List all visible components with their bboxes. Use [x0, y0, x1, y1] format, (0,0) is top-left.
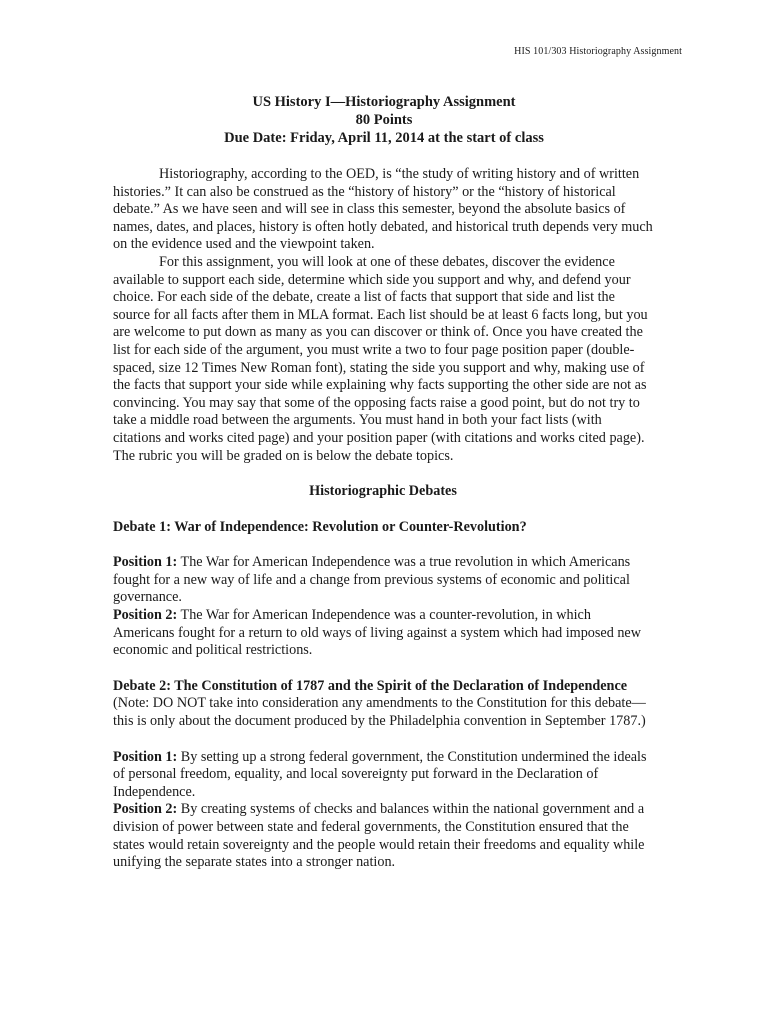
intro-paragraph-2: For this assignment, you will look at one of these debates, discover the evidence available to support each side, determine which side you support and why, and defend your choice. For each side of the debate, create a list of facts that support that side and list the source for all facts after them in MLA format. Each list should be at least 6 facts long, but you are welcome to put down as many as you can discover or think of. Once you have created the list for each side of the argument, you must write a two to four page position paper (double-spaced, size 12 Times New Roman font), stating the side you support and why, making use of the facts that support your side while explaining why facts supporting the other side are not as convincing. You may say that some of the opposing facts raise a good point, but do not try to take a middle road between the arguments. You must hand in both your fact lists (with citations and works cited page) and your position paper (with citations and works cited page). The rubric you will be graded on is below the debate topics. [113, 253, 648, 464]
debate-2-position-1 [113, 749, 653, 802]
position-label: Position 2: [113, 801, 178, 818]
position-text: The War for American Independence was a true revolution in which Americans fought for a new way of life and a change from previous systems of economic and political governance. [113, 554, 631, 606]
position-label: Position 1: [113, 748, 178, 765]
debate-1-position-1 [113, 554, 653, 607]
debate-2-note: (Note: DO NOT take into consideration any amendments to the Constitution for this debate—this is only about the document produced by the Philadelphia convention in September 1787.) [113, 695, 646, 730]
debate-2-heading: Debate 2: The Constitution of 1787 and the Spirit of the Declaration of Independence [113, 677, 628, 694]
position-label: Position 1: [113, 554, 178, 571]
points-line: 80 Points [355, 112, 413, 128]
due-date-line: Due Date: Friday, April 11, 2014 at the start of class [224, 130, 544, 146]
debates-heading: Historiographic Debates [309, 483, 457, 500]
position-text: The War for American Independence was a counter-revolution, in which Americans fought for a return to old ways of living against a system which had imposed new economic and political restrictions. [113, 607, 641, 659]
document-body [113, 166, 653, 872]
assignment-title: US History I—Historiography Assignment [252, 94, 516, 110]
debate-1-heading: Debate 1: War of Independence: Revolution or Counter-Revolution? [113, 518, 527, 535]
position-text: By creating systems of checks and balances within the national government and a division of power between state and federal governments, the Constitution ensured that the states would retain sovereignty and the people would retain their freedoms and equality while unifying the separate states into a stronger nation. [113, 801, 645, 871]
debate-2-heading-block [113, 678, 653, 731]
debate-2-position-2 [113, 801, 653, 871]
running-header: HIS 101/303 Historiography Assignment [514, 46, 682, 57]
position-text: By setting up a strong federal government, the Constitution undermined the ideals of personal freedom, equality, and local sovereignty put forward in the Declaration of Independence. [113, 748, 647, 800]
debate-1-position-2 [113, 607, 653, 660]
intro-paragraph-1: Historiography, according to the OED, is “the study of writing history and of written histories.” It can also be construed as the “history of history” or the “history of historical debate.” As we have seen and will see in class this semester, beyond the absolute basics of names, dates, and places, history is often hotly debated, and historical truth depends very much on the evidence used and the viewpoint taken. [113, 166, 653, 253]
position-label: Position 2: [113, 607, 178, 624]
title-block [0, 93, 768, 147]
